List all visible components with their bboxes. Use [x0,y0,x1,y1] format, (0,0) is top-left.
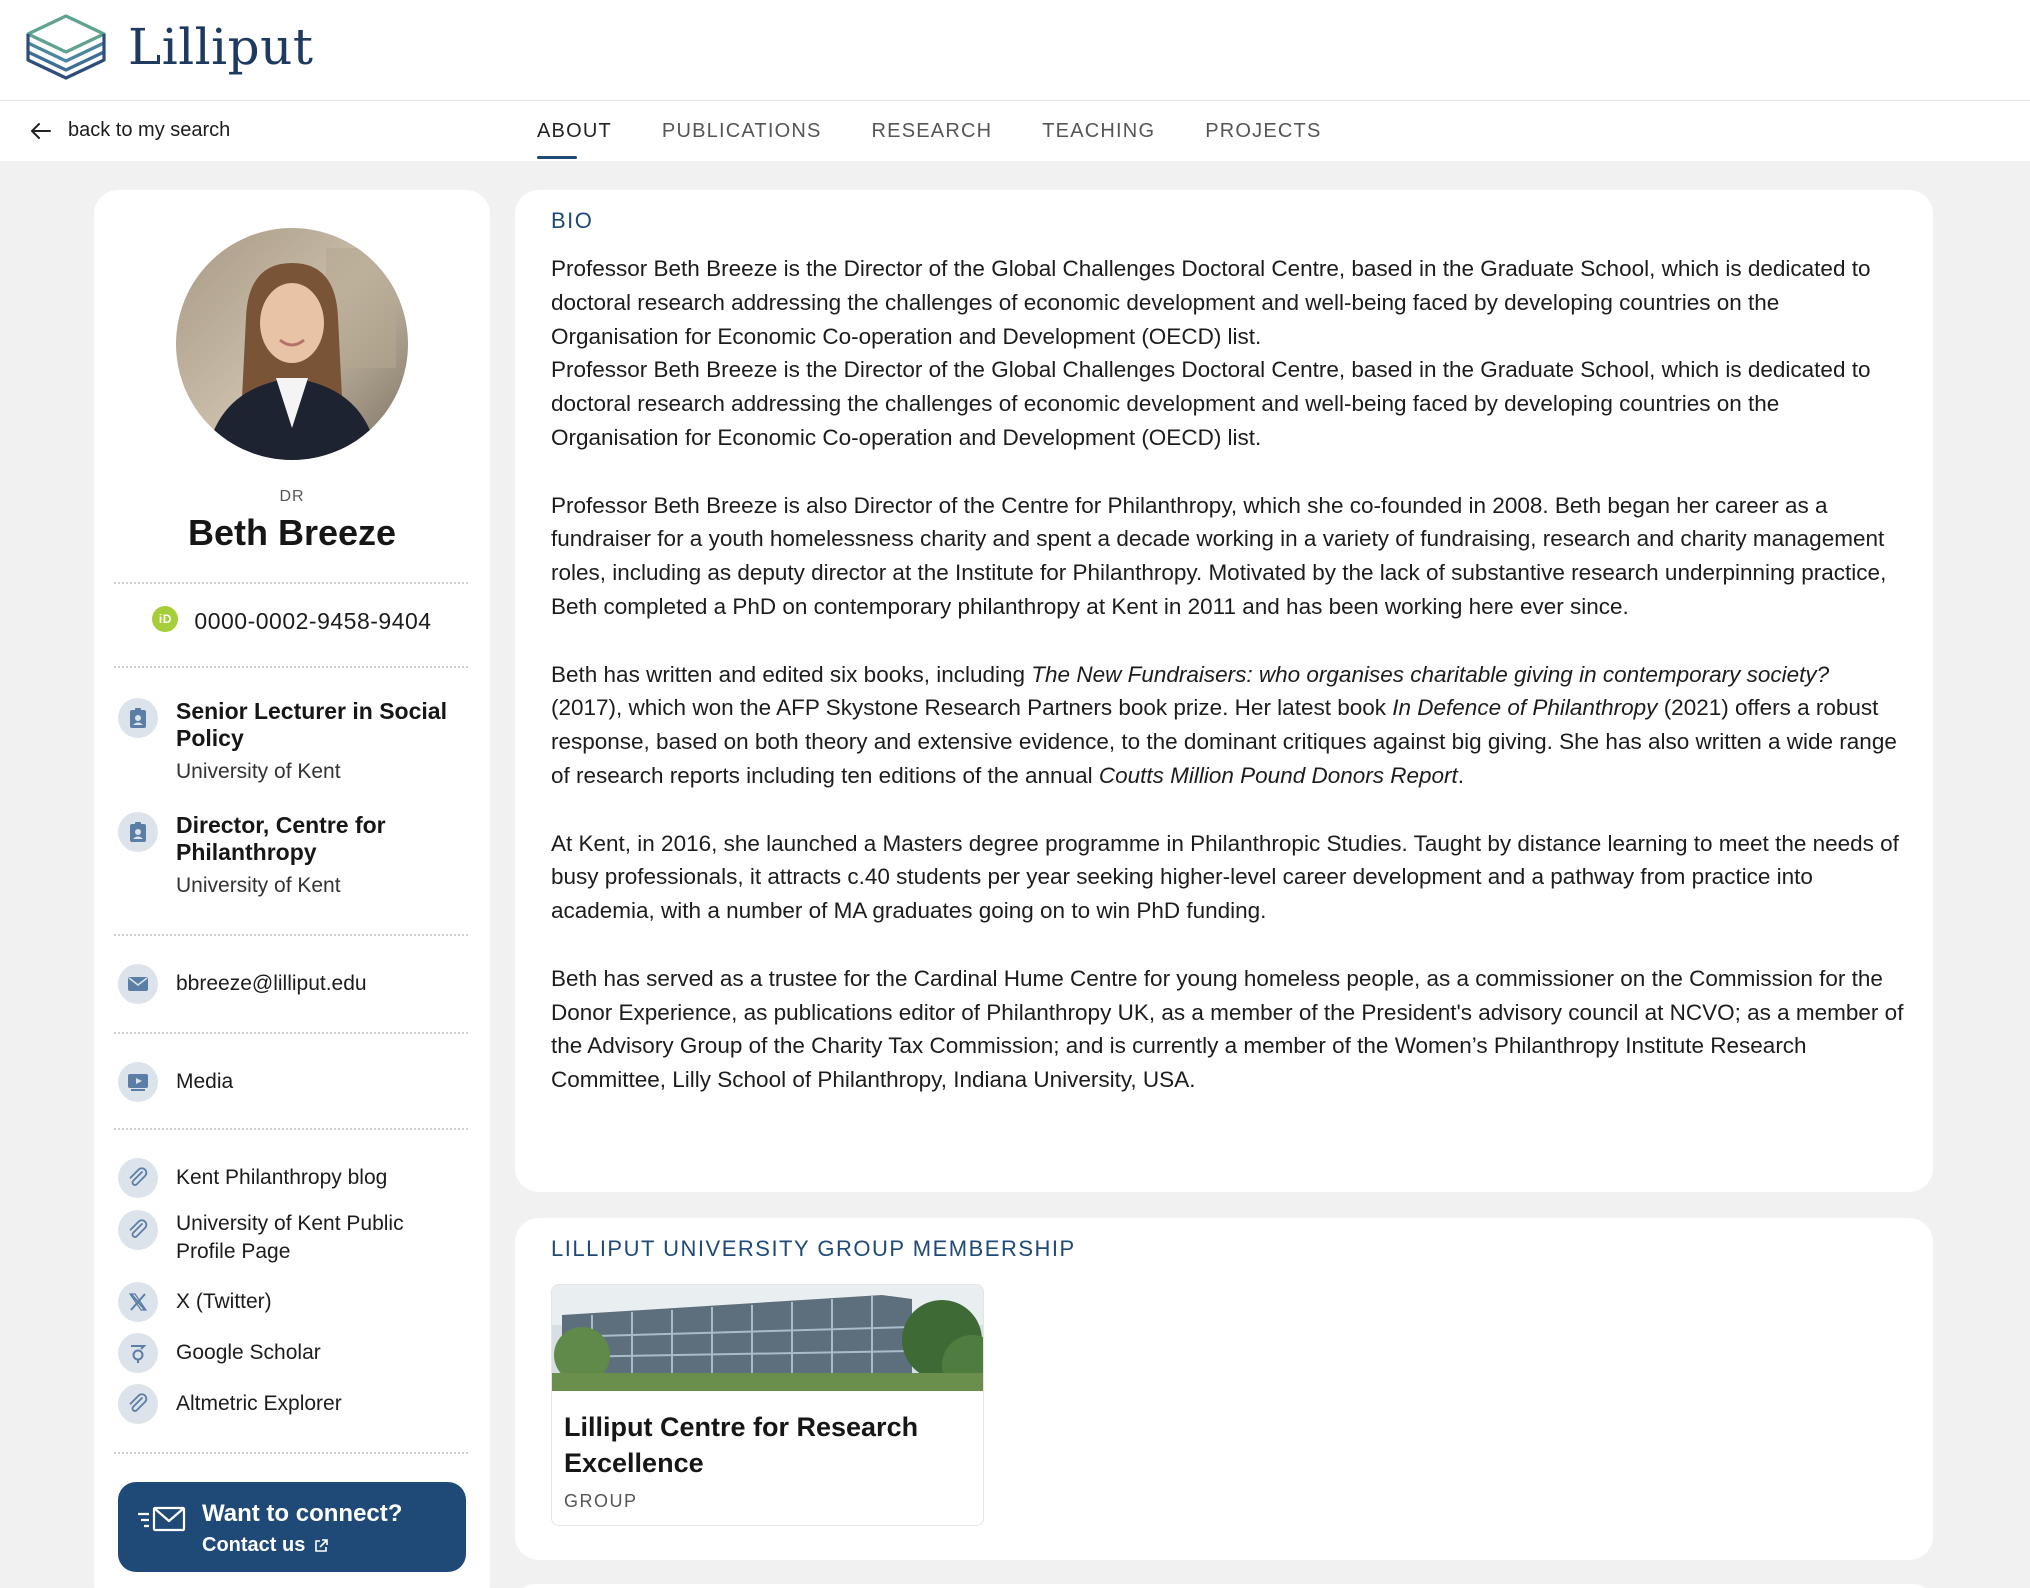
link-label: Google Scholar [176,1341,321,1364]
profile-name: Beth Breeze [187,512,397,553]
bio-paragraph: Beth has written and edited six books, including The New Fundraisers: who organises charitable giving in contemporary society? (2017), which won the AFP Skystone Research Partners book prize. Her latest book In Defence of Philanthropy (2021) offers a robust response, based on both theory and extensive evidence, to the dominant critiques against big giving. She has also written a wide range of research reports including ten editions of the annual Coutts Million Pound Donors Report. [551,661,1897,788]
link-item[interactable] [118,1158,387,1198]
paperclip-icon [118,1210,158,1250]
bio-paragraph: Professor Beth Breeze is the Director of the Global Challenges Doctoral Centre, based in the Graduate School, which is dedicated to doctoral research addressing the challenges of economic development and well-being faced by developing countries on the Organisation for Economic Co-operation and Development (OECD) list. [551,256,1871,349]
media-label: Media [176,1070,234,1093]
bio-paragraph: Professor Beth Breeze is the Director of the Global Challenges Doctoral Centre, based in the Graduate School, which is dedicated to doctoral research addressing the challenges of economic development and well-being faced by developing countries on the Organisation for Economic Co-operation and Development (OECD) list. [551,357,1871,450]
divider [114,1128,468,1130]
tab-research[interactable]: RESEARCH [871,120,993,142]
badge-icon [118,812,158,852]
name-prefix: DR [279,488,305,505]
mail-icon [118,964,158,1004]
link-label: Kent Philanthropy blog [176,1166,388,1189]
group-heading: LILLIPUT UNIVERSITY GROUP MEMBERSHIP [551,1236,1076,1261]
connect-subtitle: Contact us [202,1534,306,1556]
link-label: X (Twitter) [176,1290,272,1313]
bio-paragraph: Beth has served as a trustee for the Cardinal Hume Centre for young homeless people, as a commissioner on the Commission for the Donor Experience, as publications editor of Philanthropy UK, as a member of the President's advisory council at NCVO; as a member of the Advisory Group of the Charity Tax Commission; and is currently a member of the Women’s Philanthropy Institute Research Committee, Lilly School of Philanthropy, Indiana University, USA. [551,965,1904,1093]
nav-bar [0,101,2030,161]
back-to-search-link[interactable] [30,119,230,142]
external-link-icon [313,1538,329,1554]
position-item [118,698,490,786]
email-link[interactable] [118,964,367,1004]
back-label: back to my search [68,119,231,141]
tab-projects[interactable]: PROJECTS [1205,120,1322,142]
bio-heading: BIO [551,208,594,233]
top-bar [0,0,2030,101]
divider [114,666,468,668]
paperclip-icon [118,1158,158,1198]
group-membership-card [515,1218,1933,1560]
divider [114,1032,468,1034]
contact-us-button[interactable] [118,1482,466,1572]
paperclip-icon [118,1384,158,1424]
google-scholar-icon [118,1333,158,1373]
orcid[interactable] [94,608,490,635]
bio-paragraph: Professor Beth Breeze is also Director of the Centre for Philanthropy, which she co-founded in 2008. Beth began her career as a fundraiser for a youth homelessness charity and spent a decade working in a variety of fundraising, research and charity management roles, including as deputy director at the Institute for Philanthropy. Motivated by the lack of substantive research underpinning practice, Beth completed a PhD on contemporary philanthropy at Kent in 2011 and has been working here ever since. [551,492,1887,619]
link-item[interactable] [118,1384,342,1424]
group-image [552,1285,984,1391]
orcid-id: 0000-0002-9458-9404 [194,608,432,634]
position-title: Director, Centre for Philanthropy [176,812,386,865]
bio-card [515,190,1933,1192]
connect-title: Want to connect? [202,1500,403,1527]
send-mail-icon [136,1502,188,1538]
divider [114,1452,468,1454]
book-title: The New Fundraisers: who organises charitable giving in contemporary society? [1031,661,1830,687]
position-item [118,812,416,900]
link-item[interactable] [118,1210,436,1266]
position-org: University of Kent [176,874,341,897]
group-name: Lilliput Centre for Research Excellence [564,1412,919,1478]
link-item[interactable] [118,1333,321,1373]
next-card-edge [515,1584,1933,1588]
video-icon [118,1062,158,1102]
bio-text [551,252,1906,1097]
link-item[interactable] [118,1282,272,1322]
orcid-icon: iD [152,606,178,632]
bio-paragraph: At Kent, in 2016, she launched a Masters degree programme in Philanthropic Studies. Taught by distance learning to meet the needs of busy professionals, it attracts c.40 students per year seeking higher-level career development and a pathway from practice into academia, with a number of MA graduates going on to win PhD funding. [551,830,1899,924]
avatar [176,228,408,460]
profile-tabs [537,101,1372,161]
brand-name: Lilliput [128,18,314,76]
x-logo-icon [118,1282,158,1322]
badge-icon [118,698,158,738]
profile-sidebar [94,190,490,1588]
tab-publications[interactable]: PUBLICATIONS [661,120,822,142]
logo[interactable] [24,12,313,82]
position-title: Senior Lecturer in Social Policy [176,698,447,751]
tab-teaching[interactable]: TEACHING [1042,120,1156,142]
email-address: bbreeze@lilliput.edu [176,972,367,995]
media-link[interactable] [118,1062,233,1102]
tab-about[interactable]: ABOUT [537,101,612,161]
divider [114,934,468,936]
report-title: Coutts Million Pound Donors Report [1098,762,1458,788]
divider [114,582,468,584]
link-label: University of Kent Public Profile Page [176,1212,404,1263]
group-item[interactable] [551,1284,984,1526]
group-type: GROUP [564,1491,638,1511]
layers-icon [24,12,108,82]
link-label: Altmetric Explorer [176,1392,342,1415]
position-org: University of Kent [176,760,341,783]
book-title: In Defence of Philanthropy [1392,695,1658,721]
arrow-left-icon [30,122,52,140]
